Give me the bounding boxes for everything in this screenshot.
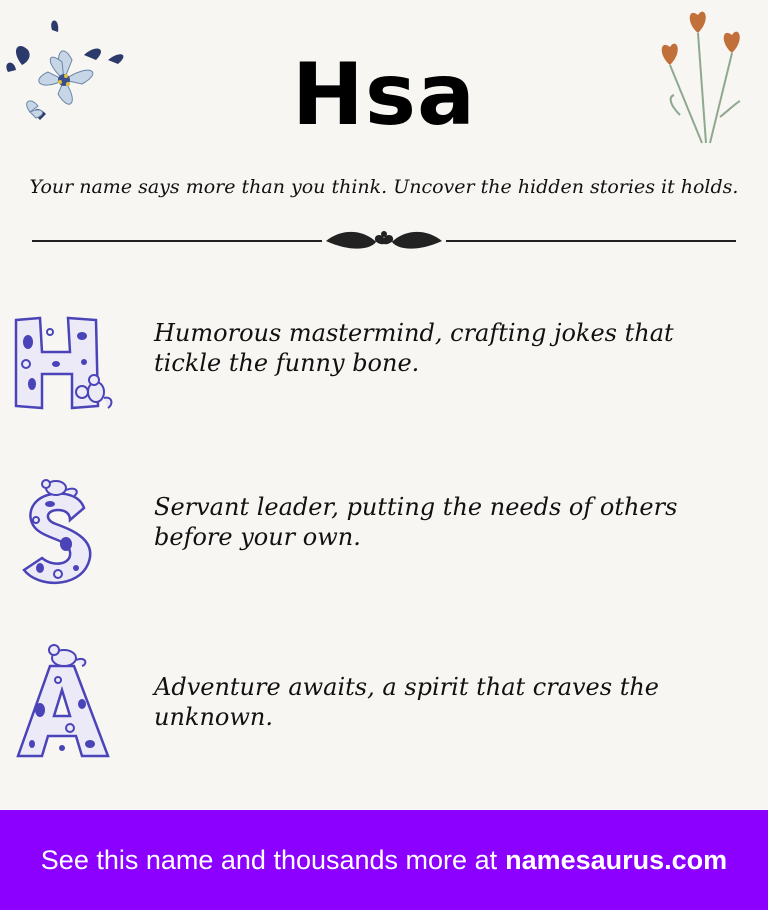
footer-banner xyxy=(0,810,768,910)
meaning-text-a: Adventure awaits, a spirit that craves the unknown. xyxy=(154,673,660,731)
tagline: Your name says more than you think. Uncover the hidden stories it holds. xyxy=(29,176,739,198)
name-title: Hsa xyxy=(291,45,477,145)
letter-a-icon xyxy=(10,636,115,762)
meaning-text-s: Servant leader, putting the needs of others before your own. xyxy=(154,493,678,551)
meaning-row-s xyxy=(0,478,768,588)
meaning-row-a xyxy=(0,636,768,762)
ornamental-divider xyxy=(32,224,736,258)
footer-text: See this name and thousands more at xyxy=(40,844,498,875)
footer-site-link[interactable]: namesaurus.com xyxy=(505,844,728,875)
meaning-row-h xyxy=(0,312,768,412)
letter-s-icon xyxy=(10,478,115,588)
letter-h-icon xyxy=(10,312,115,412)
meaning-text-h: Humorous mastermind, crafting jokes that tickle the funny bone. xyxy=(154,319,674,377)
